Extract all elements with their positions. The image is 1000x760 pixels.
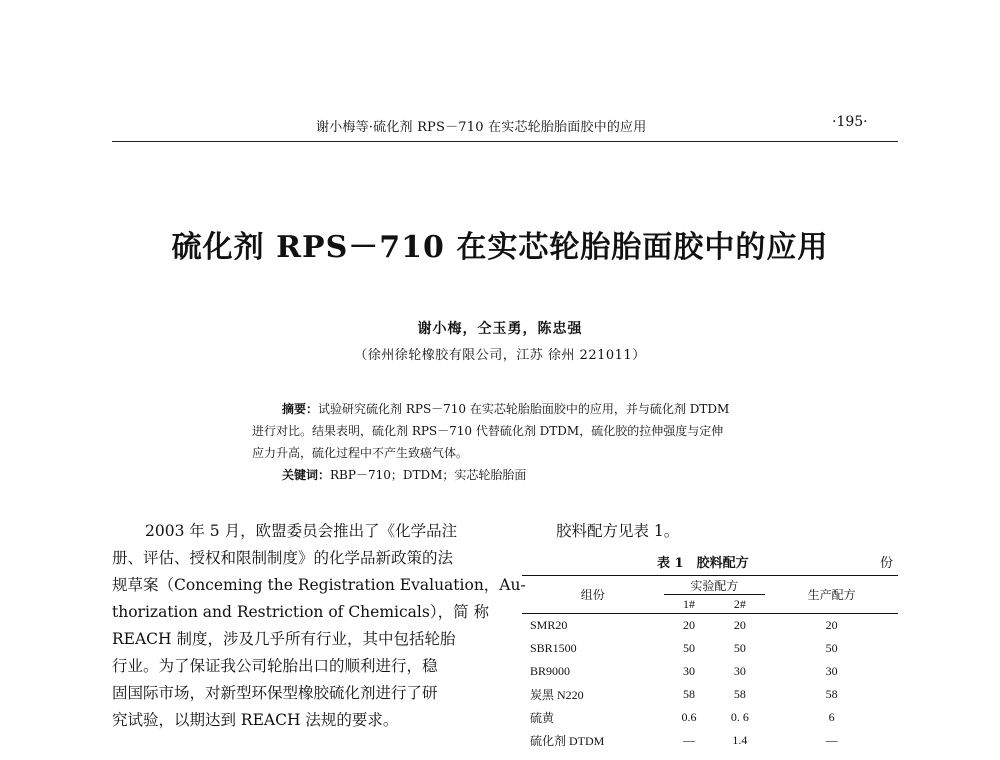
body-line: 规草案（Conceming the Registration Evaluation，Au- <box>112 576 526 594</box>
cell-trial-1: — <box>682 733 695 747</box>
body-line: 册、评估、授权和限制制度》的化学品新政策的法 <box>112 549 454 567</box>
header-component: 组份 <box>522 576 664 614</box>
body-line: 究试验，以期达到 REACH 法规的要求。 <box>112 711 399 729</box>
cell-trial-2: 0. 6 <box>730 710 749 724</box>
cell-trial-2: 58 <box>733 687 746 701</box>
article-title: 硫化剂 RPS－710 在实芯轮胎胎面胶中的应用 <box>171 230 829 265</box>
abstract-text-1: 试验研究硫化剂 RPS－710 在实芯轮胎胎面胶中的应用，并与硫化剂 DTDM <box>318 402 730 416</box>
header-trial-1: 1# <box>664 595 715 614</box>
cell-trial-2: 50 <box>733 641 746 655</box>
header-trial: 实验配方 <box>664 576 766 595</box>
cell-production: 6 <box>828 710 835 724</box>
body-line: 2003 年 5 月，欧盟委员会推出了《化学品注 <box>145 522 458 540</box>
cell-component: SBR1500 <box>530 641 577 655</box>
cell-production: 50 <box>825 641 838 655</box>
cell-trial-2: 1.4 <box>732 733 748 747</box>
body-line: 行业。为了保证我公司轮胎出口的顺利进行，稳 <box>112 657 438 675</box>
table-caption: 表 1 胶料配方 <box>657 556 749 571</box>
cell-trial-1: 20 <box>682 618 695 632</box>
body-line: REACH 制度，涉及几乎所有行业，其中包括轮胎 <box>112 630 456 648</box>
body-line: thorization and Restriction of Chemicals），简 称 <box>112 603 489 621</box>
table-row <box>522 660 898 683</box>
abstract-line-2: 进行对比。结果表明，硫化剂 RPS－710 代替硫化剂 DTDM，硫化胶的拉伸强度与定伸 <box>252 424 724 438</box>
table-unit: 份 <box>880 556 894 571</box>
keywords-line <box>252 464 772 486</box>
keywords: RBP－710；DTDM；实芯轮胎胎面 <box>330 468 527 482</box>
formulation-table <box>522 575 898 752</box>
table-row <box>522 614 898 638</box>
page-number: ·195· <box>832 114 868 130</box>
cell-trial-2: 20 <box>733 618 746 632</box>
body-left-column <box>112 518 526 734</box>
table-row <box>522 729 898 752</box>
body-line: 固国际市场，对新型环保型橡胶硫化剂进行了研 <box>112 684 438 702</box>
cell-production: 30 <box>825 664 838 678</box>
cell-component: BR9000 <box>530 664 571 678</box>
cell-component: 硫化剂 DTDM <box>530 734 605 748</box>
header-production: 生产配方 <box>765 576 898 614</box>
abstract-label: 摘要： <box>282 402 319 416</box>
cell-trial-1: 0.6 <box>681 710 697 724</box>
cell-production: 20 <box>825 618 838 632</box>
cell-component: 炭黑 N220 <box>530 688 584 702</box>
abstract-line-1 <box>252 398 772 420</box>
abstract-line-3: 应力升高，硫化过程中不产生致癌气体。 <box>252 446 469 460</box>
abstract <box>252 398 772 486</box>
formulation-table-wrap <box>522 575 898 760</box>
table-row <box>522 683 898 706</box>
cell-component: 硫黄 <box>530 711 555 725</box>
header-rule <box>112 141 898 142</box>
table-row <box>522 637 898 660</box>
table-intro: 胶料配方见表 1。 <box>556 522 680 540</box>
keywords-label: 关键词： <box>282 468 331 482</box>
cell-trial-2: 30 <box>733 664 746 678</box>
cell-trial-1: 30 <box>682 664 695 678</box>
table-row <box>522 706 898 729</box>
cell-component: SMR20 <box>530 618 568 632</box>
cell-trial-1: 58 <box>682 687 695 701</box>
cell-production: 58 <box>825 687 838 701</box>
cell-production: — <box>825 733 838 747</box>
cell-trial-1: 50 <box>682 641 695 655</box>
authors: 谢小梅，仝玉勇，陈忠强 <box>417 321 583 337</box>
running-title: 谢小梅等·硫化剂 RPS－710 在实芯轮胎胎面胶中的应用 <box>316 120 647 135</box>
header-trial-2: 2# <box>714 595 765 614</box>
affiliation: （徐州徐轮橡胶有限公司，江苏 徐州 221011） <box>354 348 646 363</box>
